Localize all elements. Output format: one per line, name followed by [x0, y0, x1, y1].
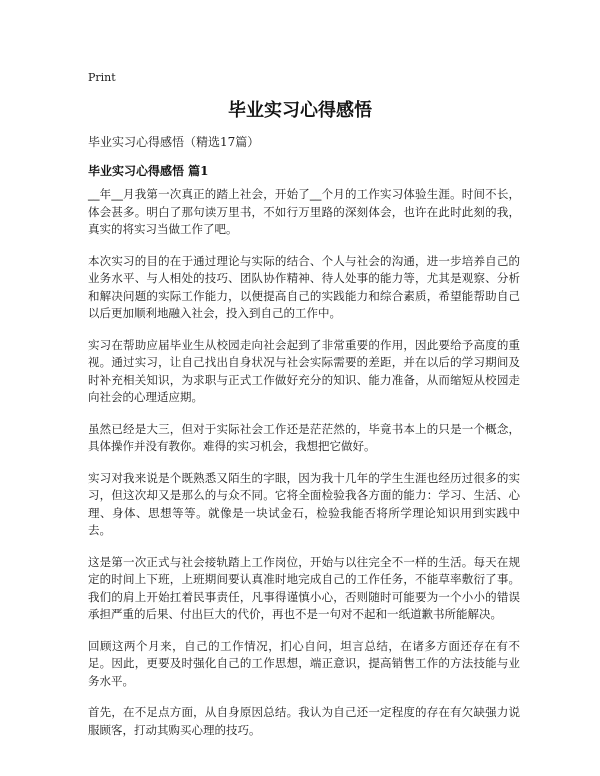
print-link[interactable]: Print [88, 71, 116, 84]
paragraph: 首先，在不足点方面，从自身原因总结。我认为自己还一定程度的存在有欠缺强力说服顾客，打动其购买心理的技巧。 [88, 705, 520, 737]
paragraph: 回顾这两个月来，自己的工作情况，扪心自问，坦言总结，在诸多方面还存在有不足。因此，更要及时强化自己的工作思想，端正意识，提高销售工作的方法技能与业务水平。 [88, 638, 520, 688]
page-title: 毕业实习心得感悟 [228, 100, 372, 121]
paragraph: 本次实习的目的在于通过理论与实际的结合、个人与社会的沟通，进一步培养自己的业务水平、与人相处的技巧、团队协作精神、待人处事的能力等，尤其是观察、分析和解决问题的实际工作能力，以便提高自己的实践能力和综合素质，希望能帮助自己以后更加顺利地融入社会，投入到自己的工作中。 [88, 253, 520, 320]
paragraph: 虽然已经是大三，但对于实际社会工作还是茫茫然的，毕竟书本上的只是一个概念，具体操作并没有教你。难得的实习机会，我想把它做好。 [88, 421, 520, 453]
article-body [88, 186, 520, 753]
paragraph: __年__月我第一次真正的踏上社会，开始了__个月的工作实习体验生涯。时间不长，体会甚多。明白了那句读万里书，不如行万里路的深刻体会，也许在此时此刻的我，真实的将实习当做工作了吧。 [88, 187, 520, 236]
paragraph: 这是第一次正式与社会接轨踏上工作岗位，开始与以往完全不一样的生活。每天在规定的时间上下班，上班期间要认真准时地完成自己的工作任务，不能草率敷衍了事。我们的肩上开始扛着民事责任，凡事得谨慎小心，否则随时可能要为一个小小的错误承担严重的后果、付出巨大的代价，再也不是一句对不起和一纸道歉书所能解决。 [88, 554, 520, 621]
paragraph: 实习在帮助应届毕业生从校园走向社会起到了非常重要的作用，因此要给予高度的重视。通过实习，让自己找出自身状况与社会实际需要的差距，并在以后的学习期间及时补充相关知识，为求职与正式工作做好充分的知识、能力准备，从而缩短从校园走向社会的心理适应期。 [88, 337, 520, 404]
section-heading: 毕业实习心得感悟 篇1 [88, 164, 209, 178]
document-subtitle: 毕业实习心得感悟（精选17篇） [88, 135, 260, 149]
paragraph: 实习对我来说是个既熟悉又陌生的字眼，因为我十几年的学生生涯也经历过很多的实习，但这次却又是那么的与众不同。它将全面检验我各方面的能力：学习、生活、心理、身体、思想等等。就像是一块试金石，检验我能否将所学理论知识用到实践中去。 [88, 470, 520, 537]
